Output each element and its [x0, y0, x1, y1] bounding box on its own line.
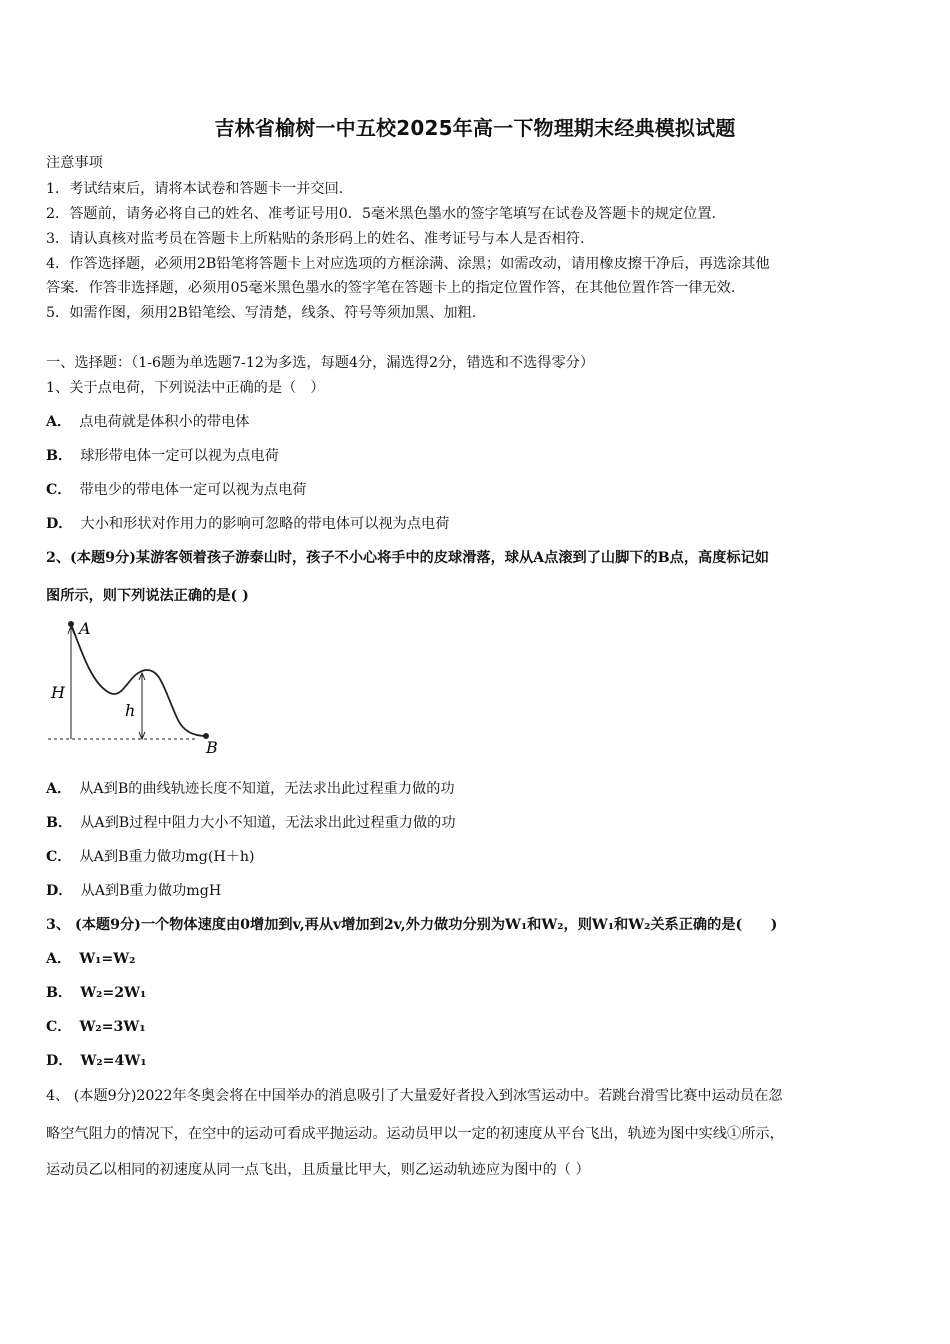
notice-item: 3．请认真核对监考员在答题卡上所粘贴的条形码上的姓名、准考证号与本人是否相符. [46, 231, 585, 247]
question-3-stem: 3、 (本题9分)一个物体速度由0增加到v,再从v增加到2v,外力做功分别为W₁和W₂，则W₁和W₂关系正确的是( ) [46, 917, 778, 933]
q2-option-d [46, 880, 221, 900]
option-text: 带电少的带电体一定可以视为点电荷 [79, 482, 307, 498]
notice-heading: 注意事项 [46, 155, 103, 171]
section-heading: 一、选择题：（1-6题为单选题7-12为多选，每题4分，漏选得2分，错选和不选得零分） [46, 355, 595, 371]
option-label: D． [46, 883, 73, 899]
notice-item: 1．考试结束后，请将本试卷和答题卡一并交回. [46, 181, 344, 197]
question-4-stem: 4、 (本题9分)2022年冬奥会将在中国举办的消息吸引了大量爱好者投入到冰雪运动中。若跳台滑雪比赛中运动员在忽 [46, 1088, 783, 1104]
option-text: 从A到B重力做功mg(H＋h) [79, 849, 255, 865]
option-label: A． [46, 951, 72, 967]
option-label: C． [46, 849, 72, 865]
q1-option-d [46, 513, 449, 533]
question-2-stem: 2、(本题9分)某游客领着孩子游泰山时，孩子不小心将手中的皮球滑落，球从A点滚到了山脚下的B点，高度标记如 [46, 550, 769, 566]
exam-title: 吉林省榆树一中五校2025年高一下物理期末经典模拟试题 [214, 116, 736, 140]
option-label: A． [46, 414, 72, 430]
option-label: A． [46, 781, 72, 797]
notice-item: 5．如需作图，须用2B铅笔绘、写清楚，线条、符号等须加黑、加粗. [46, 305, 477, 321]
label-a: A [79, 619, 91, 638]
notice-item: 2．答题前，请务必将自己的姓名、准考证号用0．5毫米黑色墨水的签字笔填写在试卷及答题卡的规定位置. [46, 206, 717, 222]
q2-option-a [46, 778, 455, 798]
question-4-stem-cont: 运动员乙以相同的初速度从同一点飞出，且质量比甲大，则乙运动轨迹应为图中的（ ） [46, 1162, 590, 1178]
notice-item: 4．作答选择题，必须用2B铅笔将答题卡上对应选项的方框涂满、涂黑；如需改动，请用橡皮擦干净后，再选涂其他 [46, 256, 770, 272]
option-label: D． [46, 516, 73, 532]
q2-option-c [46, 846, 255, 866]
q1-option-a [46, 411, 249, 431]
option-text: W₁=W₂ [79, 951, 136, 967]
option-label: C． [46, 1019, 72, 1035]
option-text: 从A到B重力做功mgH [80, 883, 222, 899]
q3-option-a [46, 948, 135, 968]
option-text: W₂=2W₁ [80, 985, 147, 1001]
option-text: 点电荷就是体积小的带电体 [79, 414, 250, 430]
question-1-stem: 1、关于点电荷，下列说法中正确的是（ ） [46, 380, 325, 396]
q1-option-c [46, 479, 307, 499]
label-h: h [125, 701, 136, 720]
q3-option-d [46, 1050, 147, 1070]
label-H: H [51, 683, 65, 702]
hill-curve [71, 624, 206, 736]
option-text: 大小和形状对作用力的影响可忽略的带电体可以视为点电荷 [80, 516, 450, 532]
option-label: B． [46, 985, 73, 1001]
label-b: B [206, 738, 218, 757]
option-label: B． [46, 815, 73, 831]
q3-option-c [46, 1016, 146, 1036]
option-label: C． [46, 482, 72, 498]
option-text: W₂=3W₁ [79, 1019, 146, 1035]
q1-option-b [46, 445, 279, 465]
hill-figure [46, 612, 236, 758]
option-text: 从A到B的曲线轨迹长度不知道，无法求出此过程重力做的功 [79, 781, 455, 797]
question-4-stem-cont: 略空气阻力的情况下，在空中的运动可看成平抛运动。运动员甲以一定的初速度从平台飞出，轨迹为图中实线①所示， [46, 1126, 784, 1142]
option-text: W₂=4W₁ [80, 1053, 147, 1069]
option-text: 从A到B过程中阻力大小不知道，无法求出此过程重力做的功 [80, 815, 456, 831]
notice-item: 答案．作答非选择题，必须用05毫米黑色墨水的签字笔在答题卡上的指定位置作答，在其他位置作答一律无效. [46, 280, 736, 296]
option-label: B． [46, 448, 73, 464]
q2-option-b [46, 812, 456, 832]
q3-option-b [46, 982, 146, 1002]
option-text: 球形带电体一定可以视为点电荷 [80, 448, 279, 464]
option-label: D． [46, 1053, 73, 1069]
question-2-stem-cont: 图所示，则下列说法正确的是( ) [46, 588, 249, 604]
